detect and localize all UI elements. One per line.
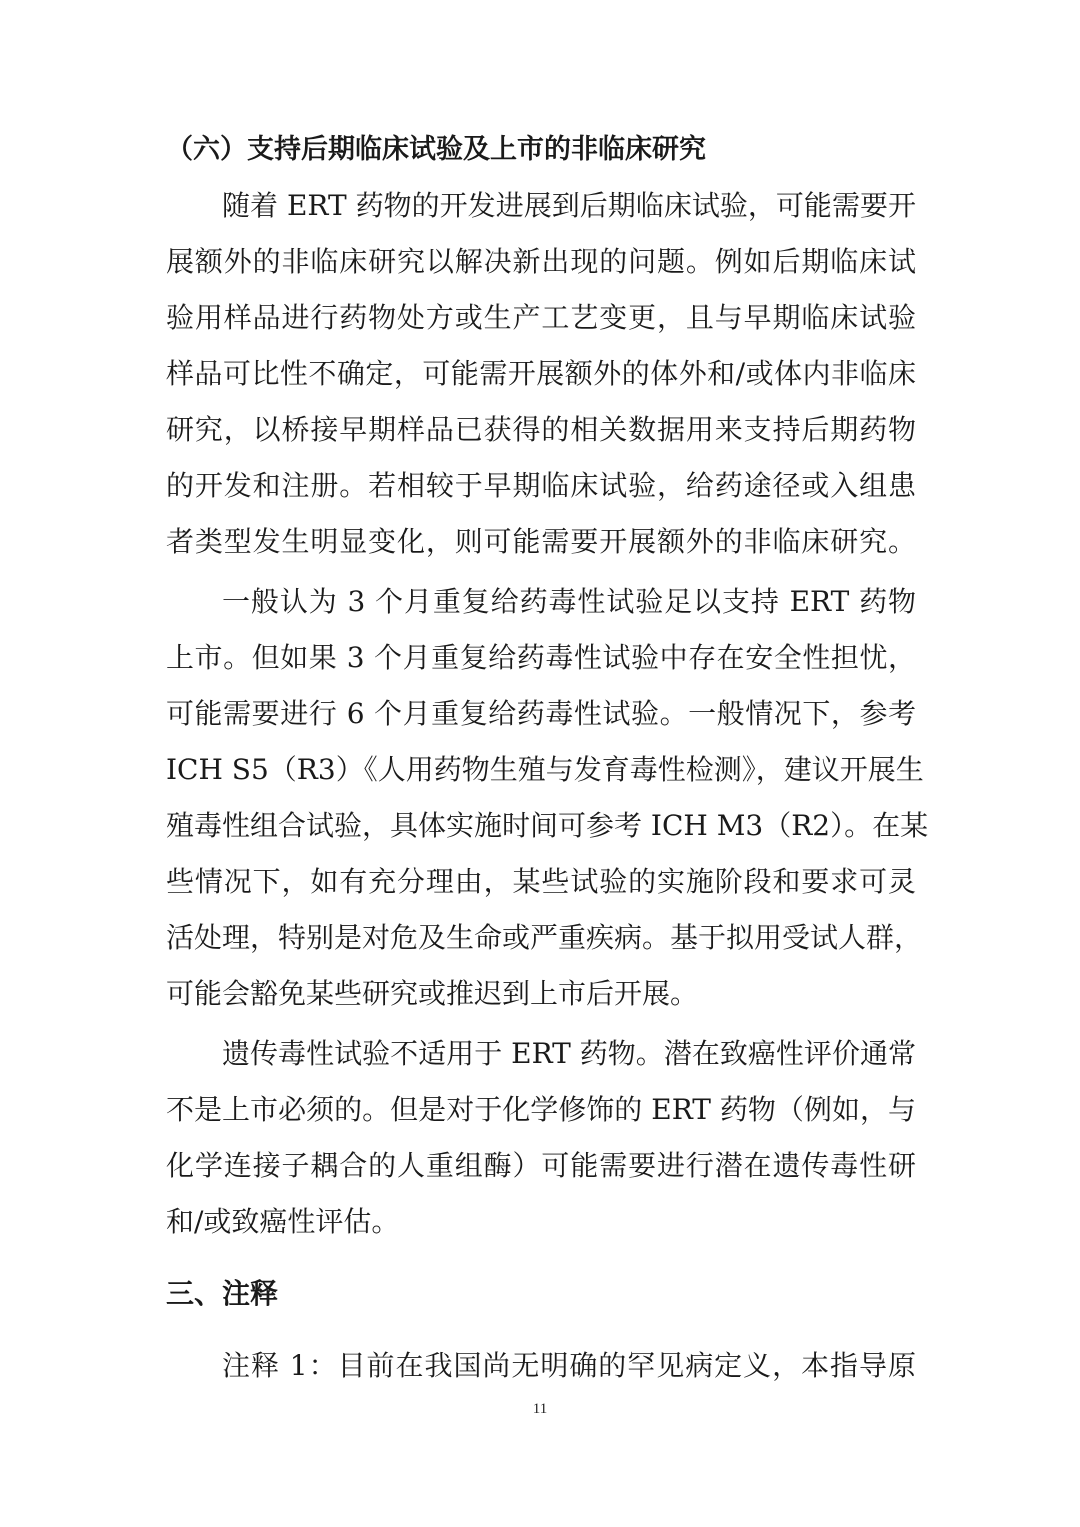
paragraph-1-line-7: 者类型发生明显变化，则可能需要开展额外的非临床研究。 [166,525,916,558]
paragraph-3-line-4: 和/或致癌性评估。 [166,1205,400,1238]
paragraph-1-line-1: 随着 ERT 药物的开发进展到后期临床试验，可能需要开 [222,189,916,222]
paragraph-3-line-3: 化学连接子耦合的人重组酶）可能需要进行潜在遗传毒性研 [166,1149,916,1182]
section-heading: （六）支持后期临床试验及上市的非临床研究 [166,134,706,165]
paragraph-2-line-8: 可能会豁免某些研究或推迟到上市后开展。 [166,977,699,1010]
paragraph-1-line-2: 展额外的非临床研究以解决新出现的问题。例如后期临床试 [166,245,916,278]
paragraph-1-line-6: 的开发和注册。若相较于早期临床试验，给药途径或入组患 [166,469,916,502]
paragraph-1-line-4: 样品可比性不确定，可能需开展额外的体外和/或体内非临床 [166,357,916,390]
paragraph-2-line-6: 些情况下，如有充分理由，某些试验的实施阶段和要求可灵 [166,865,916,898]
paragraph-1-line-3: 验用样品进行药物处方或生产工艺变更，且与早期临床试验 [166,301,916,334]
note-1-line-1: 注释 1：目前在我国尚无明确的罕见病定义，本指导原 [222,1349,916,1382]
paragraph-2-line-3: 可能需要进行 6 个月重复给药毒性试验。一般情况下，参考 [166,697,916,730]
paragraph-2-line-7: 活处理，特别是对危及生命或严重疾病。基于拟用受试人群， [166,921,923,954]
paragraph-2-line-1: 一般认为 3 个月重复给药毒性试验足以支持 ERT 药物 [222,585,916,618]
paragraph-2-line-4: ICH S5（R3）《人用药物生殖与发育毒性检测》，建议开展生 [166,753,924,786]
paragraph-3-line-1: 遗传毒性试验不适用于 ERT 药物。潜在致癌性评价通常 [222,1037,916,1070]
paragraph-1-line-5: 研究，以桥接早期样品已获得的相关数据用来支持后期药物 [166,413,916,446]
paragraph-2-line-5: 殖毒性组合试验，具体实施时间可参考 ICH M3（R2）。在某 [166,809,929,842]
paragraph-3-line-2: 不是上市必须的。但是对于化学修饰的 ERT 药物（例如，与 [166,1093,916,1126]
paragraph-2-line-2: 上市。但如果 3 个月重复给药毒性试验中存在安全性担忧， [166,641,916,674]
page-number: 11 [532,1401,548,1417]
chapter-heading: 三、注释 [166,1277,279,1310]
